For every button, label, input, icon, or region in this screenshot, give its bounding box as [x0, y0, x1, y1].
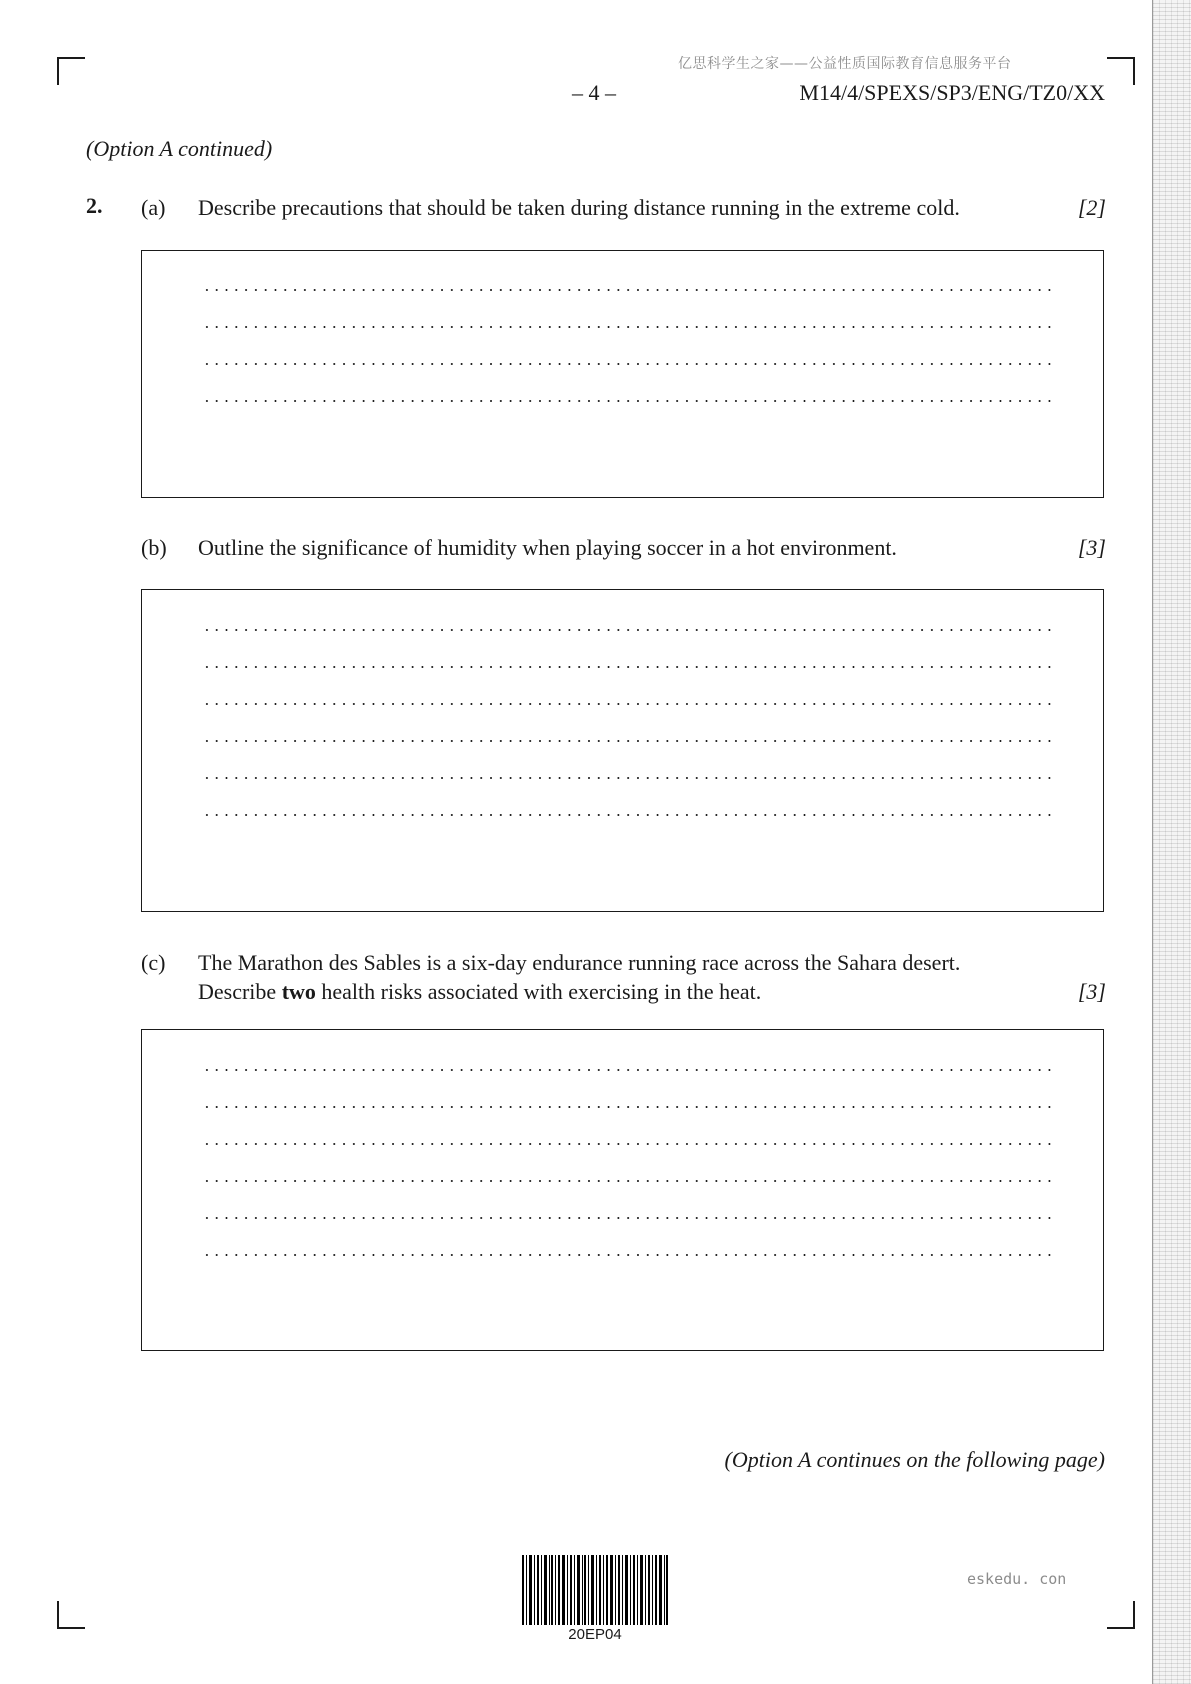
answer-line: [202, 363, 1052, 365]
answer-line: [202, 703, 1052, 705]
answer-box-c[interactable]: [141, 1029, 1104, 1351]
answer-line: [202, 740, 1052, 742]
answer-box-b[interactable]: [141, 589, 1104, 912]
part-prompt: Outline the significance of humidity when playing soccer in a hot environment.: [198, 535, 897, 560]
crop-mark-top-right: [1107, 57, 1135, 85]
section-note: (Option A continued): [86, 136, 273, 161]
paper-code: M14/4/SPEXS/SP3/ENG/TZ0/XX: [799, 80, 1105, 105]
barcode-label: 20EP04: [568, 1626, 622, 1643]
page-number: – 4 –: [572, 80, 616, 105]
answer-line: [202, 1106, 1052, 1108]
answer-line: [202, 1069, 1052, 1071]
answer-line: [202, 1143, 1052, 1145]
part-marks: [3]: [1077, 535, 1106, 560]
footer-watermark: eskedu. con: [967, 1570, 1067, 1588]
answer-line: [202, 1180, 1052, 1182]
answer-line: [202, 400, 1052, 402]
part-prompt-line-1: The Marathon des Sables is a six-day endurance running race across the Sahara desert.: [198, 950, 961, 975]
answer-line: [202, 326, 1052, 328]
part-marks: [3]: [1077, 979, 1106, 1004]
part-prompt: [198, 948, 1060, 1006]
answer-line: [202, 1254, 1052, 1256]
part-prompt-line-2-start: Describe: [198, 979, 282, 1004]
part-label: (c): [141, 950, 166, 975]
answer-line: [202, 666, 1052, 668]
crop-mark-bottom-right: [1107, 1601, 1135, 1629]
answer-line: [202, 629, 1052, 631]
header-watermark: 亿思科学生之家——公益性质国际教育信息服务平台: [678, 56, 1012, 72]
part-prompt-line-2-end: health risks associated with exercising in the heat.: [315, 979, 762, 1004]
answer-box-a[interactable]: [141, 250, 1104, 498]
crop-mark-bottom-left: [57, 1601, 85, 1629]
crop-mark-top-left: [57, 57, 85, 85]
barcode-icon: [522, 1555, 668, 1625]
part-label: (a): [141, 195, 166, 220]
part-marks: [2]: [1077, 195, 1106, 220]
continues-note: (Option A continues on the following page): [724, 1447, 1105, 1472]
page-edge-strip: [1152, 0, 1191, 1684]
emphasis-two: two: [281, 979, 316, 1004]
part-prompt: Describe precautions that should be taken during distance running in the extreme cold.: [198, 195, 960, 220]
answer-line: [202, 777, 1052, 779]
answer-line: [202, 289, 1052, 291]
part-label: (b): [141, 535, 167, 560]
answer-line: [202, 1217, 1052, 1219]
question-number: 2.: [86, 193, 103, 218]
answer-line: [202, 814, 1052, 816]
